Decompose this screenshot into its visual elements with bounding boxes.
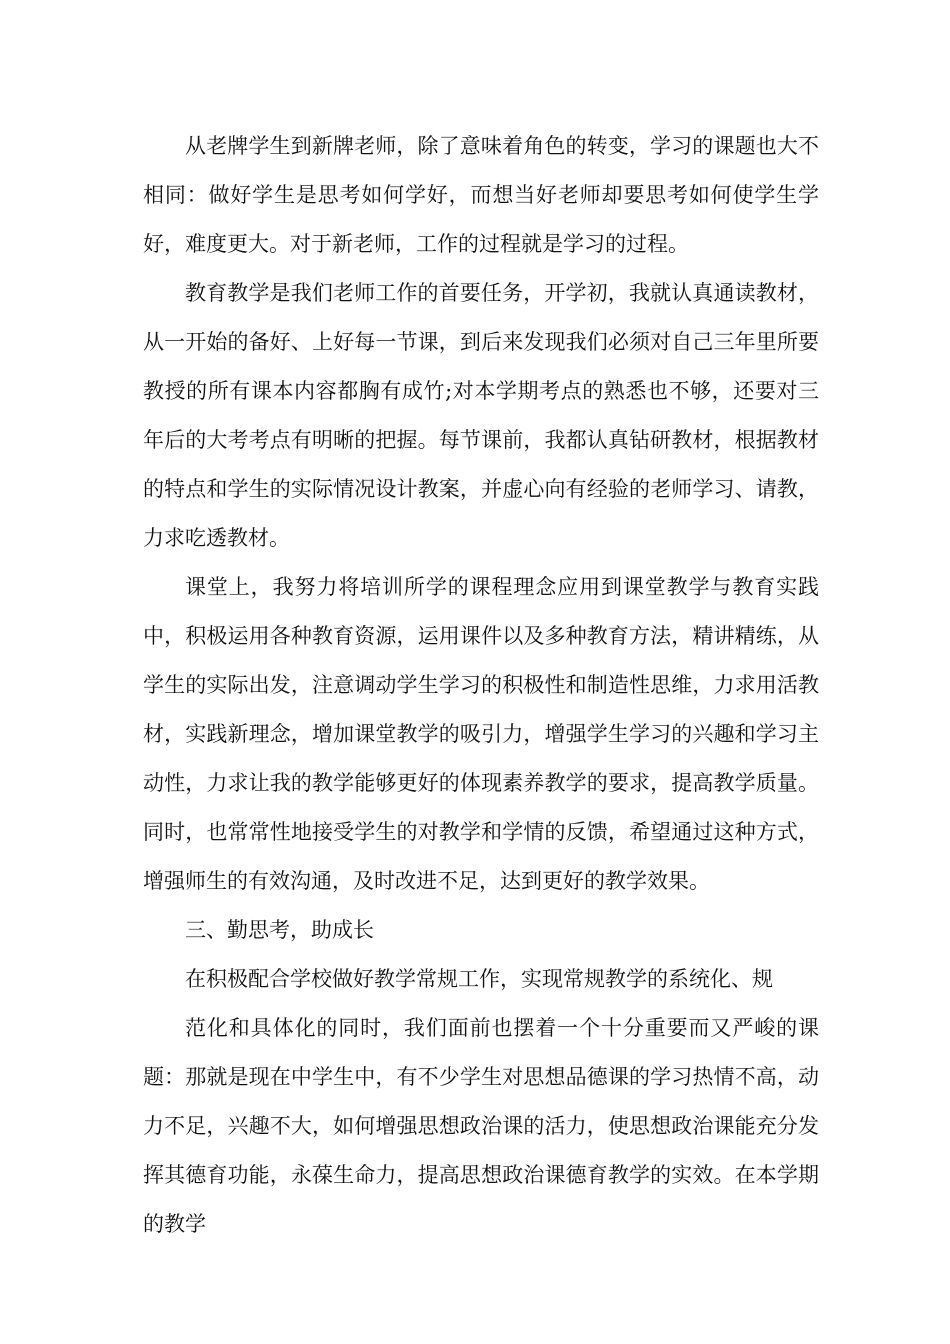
paragraph-classroom-practice: 课堂上，我努力将培训所学的课程理念应用到课堂教学与教育实践中，积极运用各种教育资源，运用课件以及多种教育方法，精讲精练，从学生的实际出发，注意调动学生学习的积极性和制造性思维，力求用活教材，实践新理念，增加课堂教学的吸引力，增强学生学习的兴趣和学习主动性，力求让我的教学能够更好的体现素养教学的要求，提高教学质量。同时，也常常性地接受学生的对教学和学情的反馈，希望通过这种方式，增强师生的有效沟通，及时改进不足，达到更好的教学效果。 [143,575,819,893]
section-heading-think-grow: 三、勤思考，助成长 [185,918,374,942]
paragraph-moral-education: 范化和具体化的同时，我们面前也摆着一个十分重要而又严峻的课题：那就是现在中学生中，有不少学生对思想品德课的学习热情不高，动力不足，兴趣不大，如何增强思想政治课的活力，使思想政治课能充分发挥其德育功能，永葆生命力，提高思想政治课德育教学的实效。在本学期的教学 [143,1016,819,1236]
paragraph-routine-work: 在积极配合学校做好教学常规工作，实现常规教学的系统化、规 [185,967,773,991]
paragraph-role-change: 从老牌学生到新牌老师，除了意味着角色的转变，学习的课题也大不相同：做好学生是思考如何学好，而想当好老师却要思考如何使学生学好，难度更大。对于新老师，工作的过程就是学习的过程。 [143,134,819,256]
body-text [143,122,819,1249]
paragraph-teaching-preparation: 教育教学是我们老师工作的首要任务，开学初，我就认真通读教材，从一开始的备好、上好每一节课，到后来发现我们必须对自己三年里所要教授的所有课本内容都胸有成竹;对本学期考点的熟悉也不够，还要对三年后的大考考点有明晰的把握。每节课前，我都认真钻研教材，根据教材的特点和学生的实际情况设计教案，并虚心向有经验的老师学习、请教，力求吃透教材。 [143,281,819,550]
